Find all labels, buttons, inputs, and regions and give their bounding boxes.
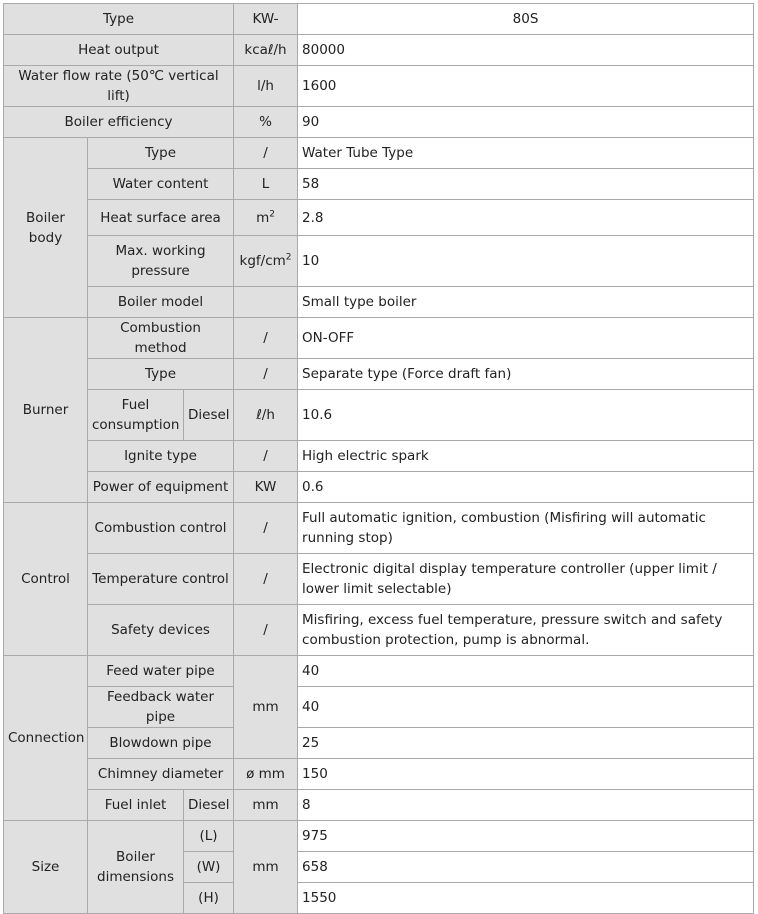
- table-row: [4, 169, 754, 200]
- row-sublabel: Diesel: [184, 390, 234, 441]
- row-unit: %: [234, 107, 298, 138]
- type-header-label: Type: [4, 4, 234, 35]
- row-label: Boiler dimensions: [88, 821, 184, 914]
- row-value: Water Tube Type: [298, 138, 754, 169]
- row-value: 80000: [298, 35, 754, 66]
- row-value: 658: [298, 852, 754, 883]
- row-label: Boiler model: [88, 287, 234, 318]
- unit-text: m: [256, 209, 270, 226]
- row-value: Full automatic ignition, combustion (Misfiring will automatic running stop): [298, 503, 754, 554]
- row-value: 150: [298, 759, 754, 790]
- row-label: Water flow rate (50℃ vertical lift): [4, 66, 234, 107]
- row-sublabel: (W): [184, 852, 234, 883]
- group-label-control: Control: [4, 503, 88, 656]
- row-label: Boiler efficiency: [4, 107, 234, 138]
- table-row: [4, 359, 754, 390]
- row-label: Heat surface area: [88, 200, 234, 236]
- row-unit: [234, 287, 298, 318]
- row-unit: l/h: [234, 66, 298, 107]
- group-label-burner: Burner: [4, 318, 88, 503]
- row-value: 1550: [298, 883, 754, 914]
- row-label: Safety devices: [88, 605, 234, 656]
- row-label: Fuel consumption: [88, 390, 184, 441]
- row-value: 90: [298, 107, 754, 138]
- boiler-spec-table: [3, 3, 754, 914]
- row-label: Temperature control: [88, 554, 234, 605]
- row-value: 8: [298, 790, 754, 821]
- row-value: 0.6: [298, 472, 754, 503]
- row-label: Fuel inlet: [88, 790, 184, 821]
- row-value: 25: [298, 728, 754, 759]
- row-value: 58: [298, 169, 754, 200]
- unit-superscript: 2: [269, 209, 275, 219]
- row-unit: /: [234, 441, 298, 472]
- row-value: 40: [298, 687, 754, 728]
- spec-table-wrapper: [3, 3, 754, 914]
- table-row: [4, 4, 754, 35]
- row-label: Combustion control: [88, 503, 234, 554]
- unit-header: KW-: [234, 4, 298, 35]
- row-value: High electric spark: [298, 441, 754, 472]
- table-row: [4, 728, 754, 759]
- row-label: Type: [88, 359, 234, 390]
- row-unit: /: [234, 503, 298, 554]
- table-row: [4, 107, 754, 138]
- row-value: Separate type (Force draft fan): [298, 359, 754, 390]
- row-value: 2.8: [298, 200, 754, 236]
- row-label: Feedback water pipe: [88, 687, 234, 728]
- row-label: Heat output: [4, 35, 234, 66]
- table-row: [4, 236, 754, 287]
- row-unit: L: [234, 169, 298, 200]
- unit-text: kgf/cm: [239, 253, 286, 269]
- table-row: [4, 790, 754, 821]
- row-unit: ℓ/h: [234, 390, 298, 441]
- table-row: [4, 821, 754, 852]
- row-unit: ø mm: [234, 759, 298, 790]
- table-row: [4, 759, 754, 790]
- row-unit: [234, 236, 298, 287]
- row-label: Blowdown pipe: [88, 728, 234, 759]
- row-sublabel: Diesel: [184, 790, 234, 821]
- row-label: Max. working pressure: [88, 236, 234, 287]
- row-label: Chimney diameter: [88, 759, 234, 790]
- row-unit: /: [234, 138, 298, 169]
- row-unit: /: [234, 318, 298, 359]
- row-sublabel: (H): [184, 883, 234, 914]
- table-row: [4, 605, 754, 656]
- table-row: [4, 687, 754, 728]
- table-row: [4, 503, 754, 554]
- row-label: Ignite type: [88, 441, 234, 472]
- row-label: Combustion method: [88, 318, 234, 359]
- row-label: Water content: [88, 169, 234, 200]
- table-row: [4, 554, 754, 605]
- unit-superscript: 2: [285, 252, 292, 263]
- row-unit: mm: [234, 790, 298, 821]
- row-value: 1600: [298, 66, 754, 107]
- row-value: Small type boiler: [298, 287, 754, 318]
- row-label: Power of equipment: [88, 472, 234, 503]
- table-row: [4, 200, 754, 236]
- table-row: [4, 472, 754, 503]
- group-label-size: Size: [4, 821, 88, 914]
- row-label: Type: [88, 138, 234, 169]
- row-value: 10: [298, 236, 754, 287]
- row-sublabel: (L): [184, 821, 234, 852]
- table-row: [4, 35, 754, 66]
- table-row: [4, 656, 754, 687]
- row-label: Feed water pipe: [88, 656, 234, 687]
- row-unit: kcaℓ/h: [234, 35, 298, 66]
- row-unit: mm: [234, 656, 298, 759]
- row-unit: /: [234, 605, 298, 656]
- group-label-boiler-body: Boiler body: [4, 138, 88, 318]
- row-unit: /: [234, 359, 298, 390]
- row-value: 975: [298, 821, 754, 852]
- row-value: 40: [298, 656, 754, 687]
- row-value: 10.6: [298, 390, 754, 441]
- table-row: [4, 66, 754, 107]
- row-unit: /: [234, 554, 298, 605]
- table-row: [4, 441, 754, 472]
- table-row: [4, 138, 754, 169]
- model-header: 80S: [298, 4, 754, 35]
- row-unit: mm: [234, 821, 298, 914]
- row-unit: [234, 200, 298, 236]
- table-row: [4, 318, 754, 359]
- table-row: [4, 287, 754, 318]
- table-row: [4, 390, 754, 441]
- row-unit: KW: [234, 472, 298, 503]
- row-value: Misfiring, excess fuel temperature, pressure switch and safety combustion protection, pump is abnormal.: [298, 605, 754, 656]
- row-value: ON-OFF: [298, 318, 754, 359]
- row-value: Electronic digital display temperature controller (upper limit / lower limit selectable): [298, 554, 754, 605]
- group-label-connection: Connection: [4, 656, 88, 821]
